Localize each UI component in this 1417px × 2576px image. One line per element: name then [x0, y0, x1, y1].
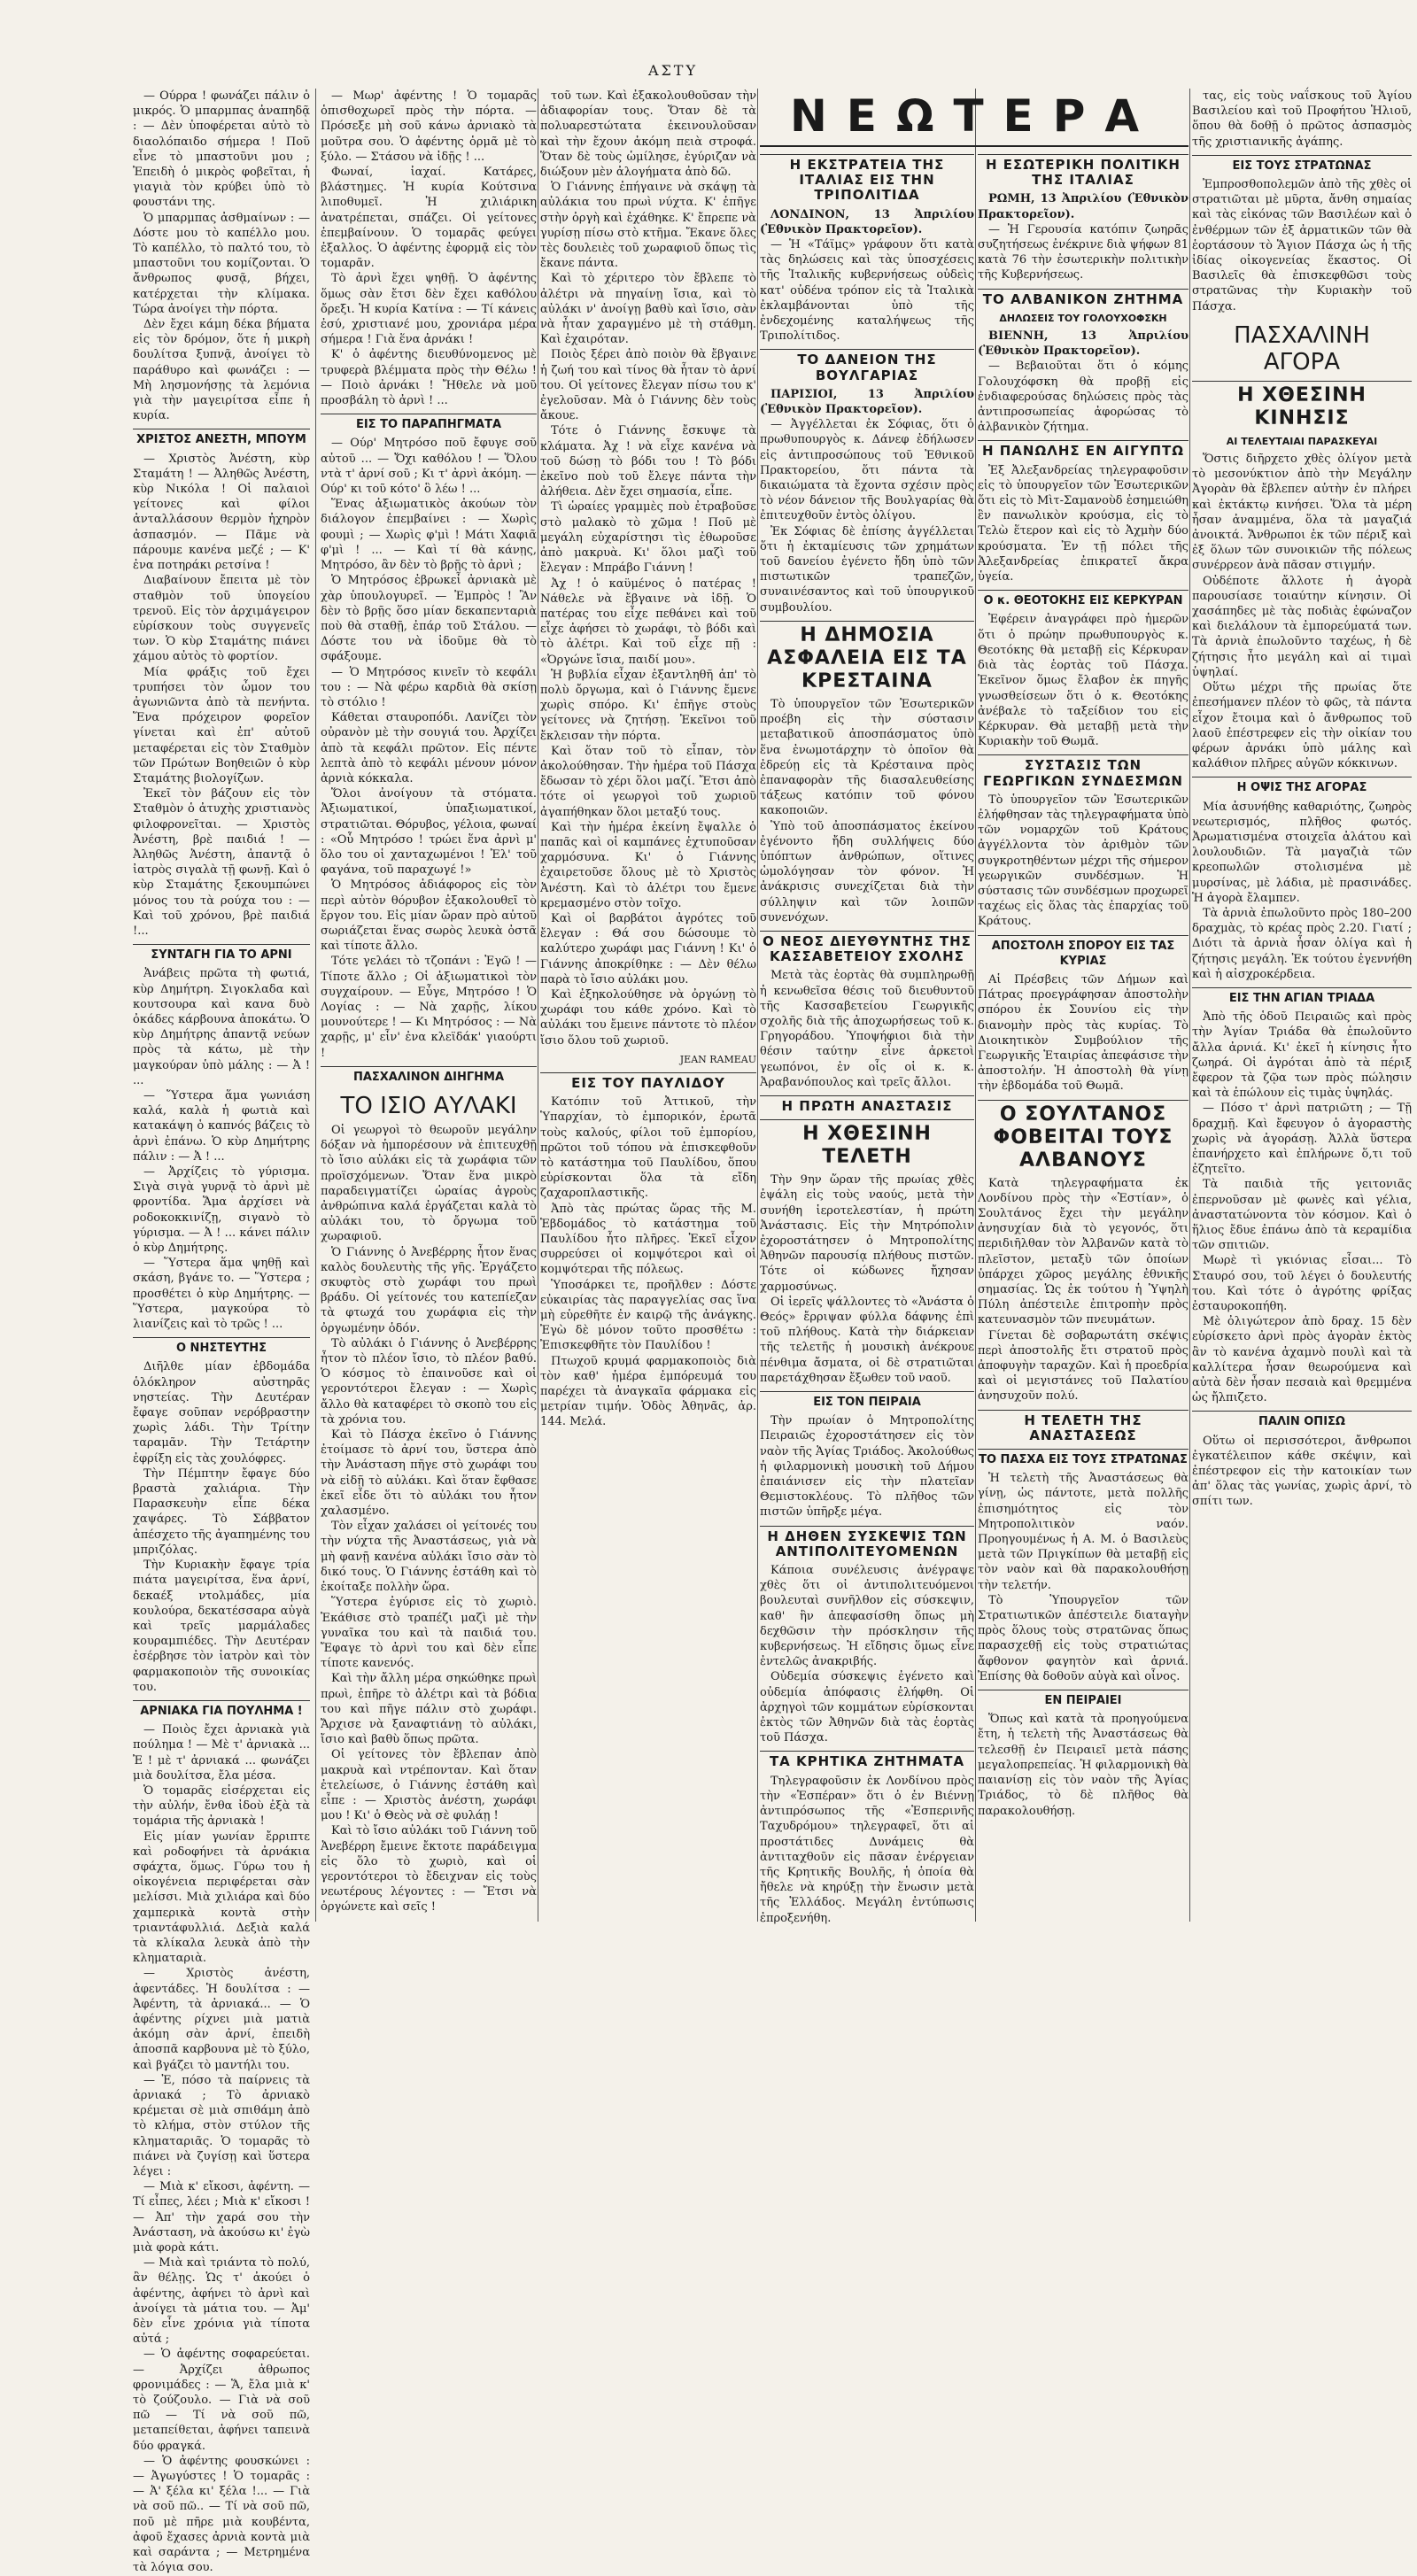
article-paragraph: Μία ἀσυνήθης καθαριότης, ζωηρὸς νεωτερισμός, πλῆθος φωτός. Ἀρωματισμένα στοιχεῖα ἀλάτου καὶ λουλουδιῶν. Τὰ μαγαζιὰ τῶν κρεοπωλῶν στολισμένα μὲ μυρσίνας, μὲ λάδια, μὲ πρασινάδες. Ἡ ἀγορὰ ἔλαμπεν. [1192, 800, 1412, 905]
article-paragraph: — Ἡ Γερουσία κατόπιν ζωηρᾶς συζητήσεως ἐνέκρινε διὰ ψήφων 81 κατὰ 76 τὴν ἐσωτερικὴν πολιτικὴν τῆς Κυβερνήσεως. [978, 222, 1189, 282]
article-paragraph: Ὑπὸ τοῦ ἀποσπάσματος ἐκείνου ἐγένοντο ἤδη συλλήψεις δύο ὑπόπτων ἀνθρώπων, οἵτινες ὡμολόγησαν τὸν φόνον. Ἡ ἀνάκρισις συνεχίζεται διὰ τὴν σύλληψιν καὶ τῶν λοιπῶν συνενόχων. [760, 819, 974, 924]
article-paragraph: Ἡ τελετὴ τῆς Ἀναστάσεως θὰ γίνῃ, ὡς πάντοτε, μετὰ πολλῆς ἐπισημότητος εἰς τὸν Μητροπολιτικὸν ναόν. Προηγουμένως ἡ Α. Μ. ὁ Βασιλεὺς μετὰ τῶν Πριγκίπων θὰ μεταβῇ εἰς τὸν ναὸν καὶ θὰ παρακολουθήσῃ τὴν τελετήν. [978, 1472, 1189, 1592]
column-rule [975, 89, 976, 1922]
article-headline: Η ΧΘΕΣΙΝΗ ΤΕΛΕΤΗ [760, 1119, 974, 1169]
article-headline: Η ΧΘΕΣΙΝΗ ΚΙΝΗΣΙΣ [1192, 381, 1412, 430]
article-paragraph: Τὴν Κυριακὴν ἔφαγε τρία πιάτα μαγειρίτσα, ἕνα ἀρνί, δεκαέξ ντολμάδες, μία κουλούρα, δεκατέσσαρα αὐγὰ καὶ τρεῖς μαρμάλαδες κουραμπιέδες. Τὴν Δευτέραν ἐσέρβησε τὸν ἰατρὸν καὶ τὸν φαρμακοποιὸν τῆς συνοικίας του. [133, 1559, 310, 1694]
article-paragraph: — Ἡ «Τάϊμς» γράφουν ὅτι κατὰ τὰς δηλώσεις καὶ τὰς ὑποσχέσεις τῆς Ἰταλικῆς κυβερνήσεως οὐδεὶς κατ' οὐδένα τρόπον εἰς τὰ Ἰταλικὰ ἐκλαμβάνονται ὑπὸ τῆς ἐνδεχομένης καταλήψεως τῆς Τριπολίτιδος. [760, 238, 974, 344]
article-paragraph: Ἐφέρειν ἀναγράφει πρὸ ἡμερῶν ὅτι ὁ πρώην πρωθυπουργὸς κ. Θεοτόκης θὰ μεταβῇ εἰς Κέρκυραν διὰ τὰς ἑορτὰς τοῦ Πάσχα. Ἐκεῖνον ὅμως ἔλαβον ἐκ πηγῆς γνωσθείσεων ὅτι ὁ κ. Θεοτόκης ἀνέβαλε τὸ ταξείδιον του εἰς Κέρκυραν. Θὰ μεταβῇ μετὰ τὴν Κυριακὴν τοῦ Θωμᾶ. [978, 613, 1189, 749]
article-paragraph: — Χριστὸς Ἀνέστη, κὺρ Σταμάτη ! — Ἀληθῶς Ἀνέστη, κὺρ Νικόλα ! Οἱ παλαιοὶ γείτονες καὶ φίλοι ἀνταλλάσουν θερμὸν ἠχηρὸν ἀσπασμόν. — Πᾶμε νὰ πάρουμε κανένα μεζέ ; — Κ' ἐνα ποτηράκι ρετσίνα ! [133, 452, 310, 573]
article-paragraph: Μία φράξις τοῦ ἔχει τρυπήσει τὸν ὦμον του ἀγωνιῶντα ἀπὸ τὰ πενήντα. Ἕνα πρόχειρον φορεῖον γίνεται καὶ ἐπ' αὐτοῦ μεταφέρεται εἰς τὸν Σταθμὸν τῶν Πρώτων Βοηθειῶν ὁ κὺρ Σταμάτης βιολογίζων. [133, 665, 310, 785]
article-headline: Η ΕΣΩΤΕΡΙΚΗ ΠΟΛΙΤΙΚΗ ΤΗΣ ΙΤΑΛΙΑΣ [978, 154, 1189, 188]
article-paragraph: Ὅστις διῆρχετο χθὲς ὀλίγον μετὰ τὸ μεσονύκτιον ἀπὸ τὴν Μεγάλην Ἀγορὰν θὰ ἔβλεπεν αὐτὴν ἐν πλήρει καὶ ἐκτάκτῳ κινήσει. Ὅλα τὰ μέρη ἦσαν ἀναμμένα, ὅλα τὰ μαγαζιά ἀνοικτά. Ἄνθρωποι ἐκ τῶν πέριξ καὶ ἐξ ὅλων τῶν συνοικιῶν τῆς πόλεως συνέρρεον ἀνὰ πᾶσαν στιγμήν. [1192, 453, 1412, 573]
article-paragraph: — Μιὰ καὶ τριάντα τὸ πολύ, ἂν θέλῃς. Ὡς τ' ἀκούει ὁ ἀφέντης, ἀφήνει τὸ ἀρνὶ καὶ ἀνοίγει τὰ μάτια του. — Ἀμ' δὲν εἶνε χρόνια γιὰ τίποτα αὐτά ; [133, 2256, 310, 2347]
column-2 [321, 89, 537, 1913]
article-headline: ΑΠΟΣΤΟΛΗ ΣΠΟΡΟΥ ΕΙΣ ΤΑΣ ΚΥΡΙΑΣ [978, 935, 1189, 969]
article-paragraph: — Ὕστερα ἅμα γωνιάση καλά, καλὰ ἡ φωτιὰ καὶ κατακάψη ὁ καπνός βάζεις τὸ ἀρνὶ ἐπάνω. Ὁ κὺρ Δημήτρης πάλιν : — Ἀ ! ... [133, 1089, 310, 1164]
article-headline: ΣΥΝΤΑΓΗ ΓΙΑ ΤΟ ΑΡΝΙ [133, 944, 310, 963]
column-1 [133, 89, 310, 2575]
article-paragraph: Οἱ γεωργοὶ τὸ θεωροῦν μεγάλην δόξαν νὰ ἡμπορέσουν νὰ ἐπιτευχθῇ τὸ ἴσιο αὐλάκι εἰς τὰ χωράφια τῶν προϊσχόμενων. Ὅταν ἕνα μικρὸ παραδειγματίζει ὡραίας ἀγροὺς ἀνθρώπινα καλά ἐργάζεται καλὰ τὸ αὐλάκι του, τὸ ὄργωμα τοῦ χωραφιοῦ. [321, 1124, 537, 1244]
article-paragraph: Καὶ οἱ βαρβάτοι ἀγρότες τοῦ ἔλεγαν : Θά σου δώσουμε τὸ καλύτερο χωράφι μας Γιάννη ! Κι' ὁ Γιάννης ἀποκρίθηκε : — Δὲν θέλω παρὰ τὸ ἴσιο αὐλάκι μου. [540, 911, 756, 986]
article-paragraph: Ἀπὸ τῆς ὁδοῦ Πειραιῶς καὶ πρὸς τὴν Ἁγίαν Τριάδα θὰ ἐπωλοῦντο ἄλλα ἀρνιά. Κι' ἐκεῖ ἡ κίνησις ἦτο ζωηρά. Οἱ ἀγρόται ἀπὸ τὰ πέριξ ἔφερον τὰ ζῷα των πρὸς πώλησιν καὶ τὰ ἐπώλουν εἰς τιμὰς ὑψηλάς. [1192, 1010, 1412, 1101]
article-paragraph: — Ποιὸς ἔχει ἀρνιακὰ γιὰ πούλημα ! — Μὲ τ' ἀρνιακὰ ... Ἐ ! μὲ τ' ἀρνιακά ... φωνάζει μιὰ δουλίτσα, ἔλα μέσα. [133, 1723, 310, 1783]
article-paragraph: Καὶ τὴν ἄλλη μέρα σηκώθηκε πρωὶ πρωὶ, ἐπῆρε τὸ ἀλέτρι καὶ τὰ βόδια του καὶ πῆγε πάλιν στὸ χωράφι. Ἄρχισε νὰ ξαναφτιάνῃ τὸ αὐλάκι, ἴσιο καὶ βαθὺ ὅπως πρῶτα. [321, 1672, 537, 1747]
article-paragraph: Καὶ τὸ Πάσχα ἐκεῖνο ὁ Γιάννης ἐτοίμασε τὸ ἀρνί του, ὕστερα ἀπὸ τὴν Ἀνάσταση πῆγε στὸ χωράφι του νὰ εἰδῇ τὸ αὐλάκι. Καὶ ὅταν ἔφθασε ἐκεῖ εἶδε ὅτι τὸ αὐλάκι του ἦτον χαλασμένο. [321, 1428, 537, 1519]
article-headline: ΠΑΣΧΑΛΙΝΗ ΑΓΟΡΑ [1234, 321, 1370, 375]
article-paragraph: — Χριστὸς ἀνέστη, ἀφεντάδες. Ἡ δουλίτσα : — Ἀφέντη, τὰ ἀρνιακά... — Ὁ ἀφέντης ρίχνει μιὰ ματιὰ ἀκόμη σὰν ἀρνί, ἐπειδὴ ἀποσπᾶ καρβουνα μὲ τὸ ξύλο, καὶ βγάζει τὸ μαντήλι του. [133, 1967, 310, 2072]
article-paragraph: Καὶ ἐξηκολούθησε νὰ ὀργώνῃ τὸ χωράφι του κάθε χρόνο. Καὶ τὸ αὐλάκι του ἔμεινε πάντοτε τὸ πλέον ἴσιο ὅλου τοῦ χωριοῦ. [540, 987, 756, 1048]
article-paragraph: Μετὰ τὰς ἑορτὰς θὰ συμπληρωθῇ ἡ κενωθεῖσα θέσις τοῦ διευθυντοῦ τῆς Κασσαβετείου Γεωργικῆς σχολῆς διὰ τῆς ἀποχωρήσεως τοῦ κ. Γρηγοράδου. Ὑποψήφιοι διὰ τὴν θέσιν ταύτην εἶνε ἀρκετοὶ γεωπόνοι, ἐν οἷς οἱ κ. κ. Ἀραβανόπουλος καὶ τρεῖς ἄλλοι. [760, 969, 974, 1089]
article-headline: Η ΔΗΘΕΝ ΣΥΣΚΕΨΙΣ ΤΩΝ ΑΝΤΙΠΟΛΙΤΕΥΟΜΕΝΩΝ [760, 1526, 974, 1559]
column-6 [1192, 89, 1412, 1913]
article-paragraph: Αἱ Πρέσβεις τῶν Δήμων καὶ Πάτρας προεγράφησαν ἀποστολὴν σπόρου ἐκ Σουνίου εἰς τὴν διανομὴν πρὸς τὰς κυρίας. Τὸ Διοικητικὸν Συμβούλιον τῆς Γεωργικῆς Ἑταιρίας ἀπεφάσισε τὴν ἀποστολήν. Ἡ ἀποστολὴ θὰ γίνῃ τὴν ἑβδομάδα τοῦ Θωμᾶ. [978, 972, 1189, 1094]
article-headline: ΤΟ ΑΛΒΑΝΙΚΟΝ ΖΗΤΗΜΑ [978, 289, 1189, 307]
article-paragraph: Ὁ Γιάννης ἐπήγαινε νὰ σκάψῃ τὰ αὐλάκια του πρωὶ νύχτα. Κ' ἐπῆγε στὴν ὀργὴ καὶ ἐχάθηκε. Κ' ἔπρεπε νὰ γυρίσῃ πίσω στὸ κτῆμα. Ἔκανε ὅλες τὲς δουλειὲς τοῦ χωραφιοῦ ὅπως τὶς ἔκανε πάντα. [540, 181, 756, 271]
article-paragraph: — Μιὰ κ' εἴκοσι, ἀφέντη. — Τί εἶπες, λέει ; Μιὰ κ' εἴκοσι ! — Ἀπ' τὴν χαρά σου τὴν Ἀνάσταση, νὰ ἀκούσω κι' ἐγὼ μιὰ φορὰ κάτι. [133, 2180, 310, 2255]
article-headline: ΕΙΣ ΤΗΝ ΑΓΙΑΝ ΤΡΙΑΔΑ [1192, 987, 1412, 1006]
article-paragraph: — Ὁ ἀφέντης φουσκώνει : — Ἀγωγύστες ! Ὁ τομαρᾶς : — Ἀ' ξέλα κι' ξέλα !... — Γιὰ νὰ σοῦ πῶ.. — Τί νὰ σοῦ πῶ, ποῦ μὲ πῆρε μιὰ κουβέντα, ἀφοῦ ἔχασες ἀρνιὰ κοντὰ μιὰ καὶ σαράντα ; — Μετρημένα τὰ λόγια σου. [133, 2454, 310, 2575]
article-paragraph: Ὁ Γιάννης ὁ Ἀνεβέρρης ἦτον ἕνας καλὸς δουλευτὴς τῆς γῆς. Ἐργάζετο σκυφτὸς στὸ χωράφι του πρωὶ βράδυ. Οἱ γείτονές του κατεπίεζαν τὰ φτωχά του χωράφια εἰς τὴν ὀργωμένην ὁδόν. [321, 1245, 537, 1335]
article-paragraph: Ἀπὸ τὰς πρώτας ὥρας τῆς Μ. Ἑβδομάδος τὸ κατάστημα τοῦ Παυλίδου ἦτο πλῆρες. Ἐκεῖ εἶχον συρρεύσει οἱ κομψότεροι καὶ οἱ κομψότεραι τῆς πόλεως. [540, 1202, 756, 1277]
article-paragraph: Τότε γελάει τὸ τζοπάνι : Ἐγῶ ! — Τίποτε ἄλλο ; Οἱ ἀξιωματικοὶ τὸν συγχαίρουν. — Εὖγε, Μητρόσο ! Ὁ Λογίας : — Νὰ χαρῇς, λίκου μουνούτερε ! — Κι Μητρόσος : — Νὰ χαρῇς, μ' εἶν' ἐνα κλεϊδάκ' γιαούρτι ! [321, 955, 537, 1060]
article-paragraph: Ἐξ Ἀλεξανδρείας τηλεγραφοῦσιν εἰς τὸ ὑπουργεῖον τῶν Ἐσωτερικῶν ὅτι εἰς τὸ Μὶτ-Σαμανοὺδ ἐσημειώθη ἓν πανωλικὸν κρούσμα, εἰς τὸ Τελὼ ἕτερον καὶ εἰς τὸ Ἀχμὴν δύο κρούσματα. Ἐν τῇ πόλει τῆς Ἀλεξανδρείας ἐπικρατεῖ ἄκρα ὑγεία. [978, 463, 1189, 584]
article-headline: ΤΑ ΚΡΗΤΙΚΑ ΖΗΤΗΜΑΤΑ [760, 1751, 974, 1769]
article-paragraph: — Πόσο τ' ἀρνὶ πατριῶτη ; — Τῇ δραχμῇ. Καὶ ἔφευγον ὁ ἀγοραστὴς χωρὶς νὰ ἀγοράσῃ. Ἀλλὰ ὕστερα ἐπανήρχετο καὶ ἐπλήρωνε ὅ,τι τοῦ ἐζητεῖτο. [1192, 1102, 1412, 1177]
article-paragraph: Τὰ ἀρνιὰ ἐπωλοῦντο πρὸς 180–200 δραχμὰς, τὸ κρέας πρὸς 2.20. Γιατί ; Διότι τὰ ἀρνιὰ ἦσαν ὀλίγα καὶ ἡ ζήτησις μεγάλη. Ἐκ τούτου ἐγεννήθη καὶ ἡ αἰσχροκέρδεια. [1192, 906, 1412, 981]
article-paragraph: τοῦ των. Καὶ ἐξακολουθοῦσαν τὴν ἀδιαφορίαν τους. Ὅταν δὲ τὰ πολυαρεστώτατα ἐκεινουλοῦσαν καὶ τὴν ἔχουν ἀκόμη πειὰ στροφά. Ὅταν δὲ τοὺς ὡμίλησε, ἐγύριζαν νὰ διώξουν μὲν ἀλογήματα ἀπὸ δῶ. [540, 89, 756, 180]
article-headline: ΠΑΛΙΝ ΟΠΙΣΩ [1192, 1411, 1412, 1429]
article-paragraph: Καὶ τὸ χέριτερο τὸν ἔβλεπε τὸ ἀλέτρι νὰ πηγαίνῃ ἴσια, καὶ τὸ αὐλάκι ν' ἀνοίγῃ βαθὺ καὶ ἴσιο, σὰν νὰ ἦταν χαραγμένο μὲ τὴ στάθμη. Καὶ ἐχαιρόταν. [540, 272, 756, 347]
article-paragraph: — Ούρρα ! φωνάζει πάλιν ὁ μικρός. Ὁ μπαρμπας ἀναπηδᾷ : — Δὲν ὑποφέρεται αὐτὸ τὸ διαολόπαιδο σήμερα ! Ποῦ εἶνε τὸ μπαστοῦνι μου ; Ἐπειδὴ ὁ μικρὸς φοβεῖται, ἡ γιαγιὰ τὸν κρύβει ὑπὸ τὸ φουστάνι της. [133, 89, 310, 210]
column-rule [1189, 89, 1190, 1922]
article-paragraph: Ἡ βυβλία εἶχαν ἐξαντληθῆ ἀπ' τὸ πολὺ ὄργωμα, καὶ ὁ Γιάννης ἔμενε χωρὶς σπόρο. Κι' ἐπῆγε στοὺς γείτονες νὰ ζητήσῃ. Ἐκεῖνοι τοῦ ἔκλεισαν τὴν πόρτα. [540, 668, 756, 743]
article-paragraph: Καὶ τὸ ἴσιο αὐλάκι τοῦ Γιάννη τοῦ Ἀνεβέρρη ἔμεινε ἔκτοτε παράδειγμα εἰς ὅλο τὸ χωριὸ, καὶ οἱ γεροντότεροι τὸ ἔδειχναν εἰς τοὺς νεωτέρους λέγοντες : — Ἔτσι νὰ ὀργώνετε καὶ σεῖς ! [321, 1824, 537, 1915]
article-paragraph: Κάθεται σταυροπόδι. Λανίζει τὸν οὐρανὸν μὲ τὴν σουγιά του. Ἀρχίζει ἀπὸ τὰ κεφάλι πρῶτον. Εἰς πέντε λεπτὰ ἀπὸ τὸ κεφάλι μένουν μόνον ἀρνιὰ κόκκαλα. [321, 711, 537, 785]
column-5 [978, 149, 1189, 1911]
article-paragraph: Οἱ ἱερεῖς ψάλλοντες τὸ «Ἀνάστα ὁ Θεός» ἔρριψαν φύλλα δάφνης ἐπὶ τοῦ πλήθους. Κατὰ τὴν διάρκειαν τῆς τελετῆς ἡ μουσικὴ ἀνέκρουε πένθιμα ἄσματα, οἱ δὲ στρατιῶται παρετάχθησαν ἔξωθεν τοῦ ναοῦ. [760, 1295, 974, 1385]
article-paragraph: — Ἀγγέλλεται ἐκ Σόφιας, ὅτι ὁ πρωθυπουργὸς κ. Δάνεφ ἐδήλωσεν εἰς ἀντιπροσώπους τοῦ Ἐθνικοῦ Πρακτορείου, ὅτι πάντα τὰ δικαιώματα τὰ ἔχοντα σχέσιν πρὸς τὸ νέον δάνειον τῆς Βουλγαρίας θὰ ἐπιτευχθοῦν ἐντὸς ὀλίγου. [760, 418, 974, 523]
article-paragraph: Ὁ μπαρμπας ἀσθμαίνων : — Δόστε μου τὸ καπέλλο μου. Τὸ καπέλλο, τὸ παλτό του, τὸ μπαστοῦνι του κομίζονται. Ὁ ἄνθρωπος φυσᾷ, βήχει, κατέρχεται τὴν κλίμακα. Τώρα ἀνοίγει τὴν πόρτα. [133, 211, 310, 316]
article-paragraph: — Βεβαιοῦται ὅτι ὁ κόμης Γολουχόφσκη θὰ προβῇ εἰς ἐνδιαφερούσας δηλώσεις πρὸς τὰς ἀντιπροσωπείας ἀφορώσας τὸ ἀλβανικὸν ζήτημα. [978, 360, 1189, 435]
article-headline: Ο κ. ΘΕΟΤΟΚΗΣ ΕΙΣ ΚΕΡΚΥΡΑΝ [978, 590, 1189, 608]
article-headline: Η ΠΑΝΩΛΗΣ ΕΝ ΑΙΓΥΠΤΩ [978, 440, 1189, 459]
author-signature: JEAN RAMEAU [679, 1053, 756, 1065]
article-paragraph: τας, εἰς τοὺς ναΐσκους τοῦ Ἁγίου Βασιλείου καὶ τοῦ Προφήτου Ἡλιοῦ, ὅπου θὰ δοθῇ ὁ πρῶτος ἀσπασμὸς τῆς χριστιανικῆς ἀγάπης. [1192, 89, 1412, 149]
article-paragraph: Φωναί, ἰαχαί. Κατάρες, βλάστημες. Ἡ κυρία Κούτσινα λιποθυμεῖ. Ἡ χιλιάρικη ἀνατρέπεται, σπάζει. Οἱ γείτονες ἐπεμβαίνουν. Ὁ τομαρᾶς φεύγει ἐξαλλος. Ὁ ἀφέντης ἐφορμᾷ εἰς τὸν τομαρᾶν. [321, 166, 537, 271]
section-masthead: ΝΕΩΤΕΡΑ [760, 87, 1189, 147]
article-headline: ΕΙΣ ΤΟΥΣ ΣΤΡΑΤΩΝΑΣ [1192, 155, 1412, 174]
article-paragraph: Ὅπως καὶ κατὰ τὰ προηγούμενα ἔτη, ἡ τελετὴ τῆς Ἀναστάσεως θὰ τελεσθῇ ἐν Πειραιεῖ μετὰ πάσης μεγαλοπρεπείας. Ἡ φιλαρμονικὴ θὰ παιανίσῃ εἰς τὸν ναὸν τῆς Ἁγίας Τριάδος, τὸ δὲ πλῆθος θὰ παρακολουθήσῃ. [978, 1713, 1189, 1818]
article-subheadline: ΔΗΛΩΣΕΙΣ ΤΟΥ ΓΟΛΟΥΧΟΦΣΚΗ [999, 312, 1167, 324]
article-paragraph: Τὸ αὐλάκι ὁ Γιάννης ὁ Ἀνεβέρρης ἦτον τὸ πλέον ἴσιο, τὸ πλέον βαθύ. Ὁ κόσμος τὸ ἐπαινοῦσε καὶ οἱ γεροντότεροι ἔλεγαν : — Χωρὶς ἄλλο θὰ καταφέρει τὸ σκοπὸ του εἰς τὰ χρόνια του. [321, 1336, 537, 1427]
article-paragraph: Κατὰ τηλεγραφήματα ἐκ Λονδίνου πρὸς τὴν «Ἑστίαν», ὁ Σουλτάνος ἔχει τὴν μεγάλην ἀνησυχίαν διὰ τὸ γεγονός, ὅτι περιδιῆλθαν τὸν Ἀλβανῶν κατὰ τὸ πλεῖστον, μεταξὺ τῶν ὁποίων ὑπάρχει χῶρος μεγάλης ἐθνικῆς σημασίας. Ὡς ἐκ τούτου ἡ Ὑψηλὴ Πύλη ἀπέστειλε ἐπιτροπὴν πρὸς κατευνασμὸν τῶν πνευμάτων. [978, 1176, 1189, 1327]
article-paragraph: Τὴν Πέμπτην ἔφαγε δύο βραστὰ χαλιάρια. Τὴν Παρασκευὴν εἶπε δέκα χαψάρες. Τὸ Σάββατον ἀπέσχετο τῆς ἀγαπημένης του μπριζόλας. [133, 1466, 310, 1557]
article-paragraph: Γίνεται δὲ σοβαρωτάτη σκέψις περὶ ἀποστολῆς ἔτι στρατοῦ πρὸς ἀποφυγὴν ταραχῶν. Καὶ ἡ προεδρία καὶ οἱ μεγιστάνες τοῦ Παλατίου ἀνησυχοῦν πολύ. [978, 1328, 1189, 1404]
article-headline: ΤΟ ΔΑΝΕΙΟΝ ΤΗΣ ΒΟΥΛΓΑΡΙΑΣ [760, 349, 974, 383]
article-headline: ΕΙΣ ΤΟ ΠΑΡΑΠΗΓΜΑΤΑ [321, 414, 537, 432]
dateline: ΒΙΕΝΝΗ, 13 Ἀπριλίου (Ἐθνικὸν Πρακτορεῖον). [978, 329, 1189, 359]
article-paragraph: Ἐκεῖ τὸν βάζουν εἰς τὸν Σταθμὸν ὁ ἀτυχὴς χριστιανὸς φιλοφρονεῖται. — Χριστὸς Ἀνέστη, βρὲ παιδιά ! — Ἀληθῶς Ἀνέστη, ἀπαντᾷ ὁ ἰατρὸς σιγαλὰ τῇ φωνῇ. Καὶ ὁ κὺρ Σταμάτης ξεκουμπώνει μόνος του τὰ ρούχα του : — Καὶ τοῦ χρόνου, βρὲ παιδιά !... [133, 787, 310, 938]
article-paragraph: Οὕτω μέχρι τῆς πρωίας ὅτε ἐπεσήμανεν πλέον τὸ φῶς, τὰ πάντα εἶχον ἔτοιμα καὶ ὁ ἄνθρωπος τοῦ λαοῦ ἐπέστρεφεν εἰς τὴν οἰκίαν του φέρων ἀρνάκι ὑπὸ μάλης καὶ καλάθιον πλῆρες αὐγῶν κόκκινων. [1192, 681, 1412, 771]
article-paragraph: Ἀχ ! ὁ καϋμένος ὁ πατέρας ! Νάθελε νὰ ἔβγαινε νὰ ἰδῇ. Ὁ πατέρας του εἶχε πεθάνει καὶ τοῦ εἶχε ἀφήσει τὸ χωράφι, τὸ βόδι καὶ τὸ ἀλέτρι. Καὶ τοῦ εἶχε πῇ : «Ὀργώνε ἴσια, παιδί μου». [540, 576, 756, 667]
article-paragraph: — Ὕστερα ἅμα ψηθῇ καὶ σκάση, βγάνε το. — Ὕστερα ; προσθέτει ὁ κὺρ Δημήτρης. — Ὕστερα, μαγκούρα τὸ λιανίζεις καὶ τὸ τρῶς ! ... [133, 1257, 310, 1332]
article-paragraph: Οὐδεμία σύσκεψις ἐγένετο καὶ οὐδεμία ἀπόφασις ἐλήφθη. Οἱ ἀρχηγοὶ τῶν κομμάτων εὑρίσκονται ἐκτὸς τῶν Ἀθηνῶν διὰ τὰς ἑορτὰς τοῦ Πάσχα. [760, 1670, 974, 1745]
article-headline: Η ΠΡΩΤΗ ΑΝΑΣΤΑΣΙΣ [760, 1095, 974, 1114]
article-paragraph: Ὁ Μητρόσος ἀδιάφορος εἰς τὸν περὶ αὐτὸν θόρυβον ἐξακολουθεῖ τὸ ἔργον του. Εἰς μίαν ὥραν πρὸ αὐτοῦ σωριάζεται ἕνας σωρὸς λευκὰ ὀστᾶ καὶ τίποτε ἄλλο. [321, 878, 537, 954]
article-headline: ΕΙΣ ΤΟΝ ΠΕΙΡΑΙΑ [760, 1391, 974, 1410]
story-title: ΤΟ ΙΣΙΟ ΑΥΛΑΚΙ [340, 1093, 517, 1119]
article-paragraph: Ἐμπροσθοπολεμῶν ἀπὸ τῆς χθὲς οἱ στρατιῶται μὲ μῦρτα, ἄνθη σημαίας καὶ τὰς εἰκόνας τῶν Βασιλέων καὶ ὁ ἐνθέρμων τῶν ἐξ ἀρματικῶν τῶν θὰ ἑορτάσουν τὸ Ἅγιον Πάσχα ὡς ἡ τῆς ἰδίας οἰκογενείας ἕκαστος. Οἱ Βασιλεῖς θὰ ἐπισκεφθῶσι τοὺς στρατῶνας τὴν Κυριακὴν τοῦ Πάσχα. [1192, 178, 1412, 313]
article-paragraph: Διαβαίνουν ἔπειτα μὲ τὸν σταθμὸν τοῦ ὑπογείου τρενοῦ. Εἰς τὸν ἀρχιμάγειρον εὑρίσκουν τοὺς συγγενεῖς των. Ὁ κὺρ Σταμάτης πιάνει χάμου αὐτὸς τὸ φορτίον. [133, 574, 310, 664]
column-3 [540, 89, 756, 1913]
article-paragraph: Οἱ γείτονες τὸν ἔβλεπαν ἀπὸ μακρυὰ καὶ ντρέπονταν. Καὶ ὅταν ἐτελείωσε, ὁ Γιάννης ἐστάθη καὶ εἶπε : — Χριστὸς ἀνέστη, χωράφι μου ! Κι' ὁ Θεὸς νὰ σὲ φυλάῃ ! [321, 1748, 537, 1823]
article-paragraph: Ἕνας ἀξιωματικὸς ἀκούων τὸν διάλογον ἐπεμβαίνει : — Χωρὶς φουμὶ ; — Χωρὶς φ'μὶ ! Μάτι Χαφιᾶ φ'μὶ ! ... — Καὶ τί θὰ κάνῃς, Μητρόσο, ἂν δὲν τὸ βρῇς τὸ ἀρνὶ ; [321, 498, 537, 573]
article-paragraph: Ὁ τομαρᾶς εἰσέρχεται εἰς τὴν αὐλήν, ἔνθα ἰδοὺ ἐξὰ τὰ τομάρια τῆς ἀρνιακὰ ! [133, 1783, 310, 1829]
article-headline: ΧΡΙΣΤΟΣ ΑΝΕΣΤΗ, ΜΠΟΥΜ [133, 429, 310, 447]
dateline: ΠΑΡΙΣΙΟΙ, 13 Ἀπριλίου (Ἐθνικὸν Πρακτορεῖον). [760, 387, 974, 417]
article-paragraph: — Μωρ' ἀφέντης ! Ὁ τομαρᾶς ὁπισθοχωρεῖ πρὸς τὴν πόρτα. — Πρόσεξε μὴ σοῦ κάνω ἀρνιακὸ τὰ μοῦτρα σου. Ὁ ἀφέντης ὁρμᾶ μὲ τὸ ξύλο. — Στάσου νὰ ἰδῇς ! ... [321, 89, 537, 164]
article-paragraph: Τὸ ἀρνὶ ἔχει ψηθῇ. Ὁ ἀφέντης ὅμως σὰν ἔτσι δὲν ἔχει καθόλου ὄρεξι. Ἡ κυρία Κατίνα : — Τί κάνεις ἐσύ, χριστιανέ μου, χρονιάρα μέρα σήμερα ! Γιὰ ἕνα ἀρνάκι ! [321, 272, 537, 347]
running-head: ΑΣΤΥ [647, 62, 699, 79]
article-headline: Ο ΣΟΥΛΤΑΝΟΣ ΦΟΒΕΙΤΑΙ ΤΟΥΣ ΑΛΒΑΝΟΥΣ [978, 1100, 1189, 1172]
article-headline: ΣΥΣΤΑΣΙΣ ΤΩΝ ΓΕΩΡΓΙΚΩΝ ΣΥΝΔΕΣΜΩΝ [978, 754, 1189, 788]
article-paragraph: Τὸ ὑπουργεῖον τῶν Ἐσωτερικῶν προέβη εἰς τὴν σύστασιν μεταβατικοῦ ἀποσπάσματος ὑπὸ ἕνα ἐνωμοτάρχην τὸ ὁποῖον θὰ ἐδρεύῃ εἰς τὰ Κρέσταινα πρὸς ἐπαναφορὰν τῆς διασαλευθείσης τάξεως κατόπιν τοῦ φόνου κακοποιῶν. [760, 697, 974, 818]
column-4 [760, 149, 974, 1925]
article-paragraph: Μωρὲ τὶ γκιόνιας εἶσαι... Τὸ Σταυρό σου, τοῦ λέγει ὁ δουλευτής του. Καὶ τότε ὁ ἀγρότης φρίξας ἐσταυροκοπήθη. [1192, 1254, 1412, 1314]
dateline: ΡΩΜΗ, 13 Ἀπριλίου (Ἐθνικὸν Πρακτορεῖον). [978, 192, 1189, 221]
article-paragraph: — Ἀρχίζεις τὸ γύρισμα. Σιγὰ σιγὰ γυρνᾷ τὸ ἀρνὶ μὲ φροντίδα. Ἅμα ἀρχίσει νὰ ροδοκοκκινίζῃ, σιγανὸ τὸ γύρισμα. — Ἀ ! ... κάνει πάλιν ὁ κὺρ Δημήτρης. [133, 1165, 310, 1256]
article-paragraph: Κάποια συνέλευσις ἀνέγραψε χθὲς ὅτι οἱ ἀντιπολιτευόμενοι βουλευταὶ συνῆλθον εἰς σύσκεψιν, καθ' ἣν ἀπεφασίσθη ὅπως μὴ δεχθῶσιν τὴν πρόσκλησιν τῆς κυβερνήσεως. Ἡ εἴδησις ὅμως εἶνε ἐντελῶς ἀνακριβής. [760, 1564, 974, 1669]
article-paragraph: — Ὁ Μητρόσος κινεῖν τὸ κεφάλι του : — Νὰ φέρω καρδιὰ θὰ σκίσῃ τὸ στόλιο ! [321, 665, 537, 709]
article-paragraph: Τὰ παιδιὰ τῆς γειτονιᾶς ἐπερνοῦσαν μὲ φωνὲς καὶ γέλια, ἀναστατώνοντα τὸν κόσμον. Καὶ ὁ ἥλιος ἔδυε ἐπάνω ἀπὸ τὰ κεραμίδια τῶν σπιτιῶν. [1192, 1178, 1412, 1253]
article-paragraph: — Ούρ' Μητρόσο ποῦ ἔφυγε σοῦ αὐτοῦ ... — Ὄχι καθόλου ! — Ὅλου ντὰ τ' ἀρνί σοῦ ; Κι τ' ἀρνὶ ἀκόμη. — Ούρ' κι τοῦ κότο' ὃ λέω ! ... [321, 437, 537, 497]
article-paragraph: Μὲ ὀλιγώτερον ἀπὸ δραχ. 15 δὲν εὑρίσκετο ἀρνὶ πρὸς ἀγορὰν ἐκτὸς ἂν τὸ κανένα ἀχαμνὸ πουλὶ καὶ τὰ καλλίτερα ἦσαν θεωρούμενα καὶ αὐτὰ δὲν ἦσαν πεσαιὰ καὶ θρεμμένα ὡς ἤλπιζετο. [1192, 1315, 1412, 1405]
article-headline: ΕΙΣ ΤΟΥ ΠΑΥΛΙΔΟΥ [540, 1072, 756, 1091]
article-paragraph: Ἀνάβεις πρῶτα τὴ φωτιά, κὺρ Δημήτρη. Σιγοκλαδα καὶ κουτσουρα καὶ κανα δυὸ ὀκάδες κάρβουνα ἀποκάτω. Ὁ κὺρ Δημήτρης ἀπαντᾷ νεύων πρὸς τὰ κάτω, μὲ τὴν μαγκούραν ὑπὸ μάλης : — Ἀ ! ... [133, 967, 310, 1087]
article-headline: ΕΝ ΠΕΙΡΑΙΕΙ [978, 1690, 1189, 1708]
article-paragraph: Τὴν 9ην ὥραν τῆς πρωίας χθὲς ἐψάλη εἰς τοὺς ναούς, μετὰ τὴν συνήθη ἱεροτελεστίαν, ἡ πρώτη Ἀνάστασις. Εἰς τὴν Μητρόπολιν ἐχοροστάτησεν ὁ Μητροπολίτης Ἀθηνῶν παρουσίᾳ πλήθους πιστῶν. Τότε οἱ κώδωνες ἤχησαν χαρμοσύνως. [760, 1173, 974, 1294]
article-paragraph: Τὸ Ὑπουργεῖον τῶν Στρατιωτικῶν ἀπέστειλε διαταγὴν πρὸς ὅλους τοὺς στρατῶνας ὅπως παρασχεθῇ εἰς τοὺς στρατιώτας ἄφθονον φαγητὸν καὶ ἀρνιά. Ἐπίσης θὰ δοθοῦν αὐγὰ καὶ οἶνος. [978, 1593, 1189, 1683]
article-paragraph: Εἰς μίαν γωνίαν ἔρριπτε καὶ ροδοφήνει τὰ ἀρνάκια σφάχτα, ὅμως. Γύρω του ἡ οἰκογένεια περιφέρεται σὰν μελίσσι. Μιὰ χιλιάρα καὶ δύο χαμπερικὰ κοντὰ στὴν τριαντάφυλλιά. Δεξιὰ καλά τὰ κλίκαλα λευκὰ ἀπὸ τὴν κληματαριὰ. [133, 1830, 310, 1966]
article-headline: Η ΔΗΜΟΣΙΑ ΑΣΦΑΛΕΙΑ ΕΙΣ ΤΑ ΚΡΕΣΤΑΙΝΑ [760, 621, 974, 693]
article-paragraph: Ὑποσάρκει τε, προῆλθεν : Δόστε εὐκαιρίας τὰς παραγγελίας σας ἵνα μὴ εὑρεθῆτε ἐν καιρῷ τῆς ἀνάγκης. Ἐγὼ δὲ μόνον τοῦτο προσθέτω : Ἐπισκεφθῆτε τὸν Παυλίδου ! [540, 1278, 756, 1353]
article-paragraph: Τὶ ὡραίες γραμμὲς ποὺ ἐτραβοῦσε στὸ μαλακὸ τὸ χῶμα ! Ποῦ μὲ μεγάλη εὐχαρίστησι τὶς ἐθωροῦσε ἀπὸ μακρυὰ. Κι' ὅλοι μαζὶ τοῦ ἔλεγαν : Μπράβο Γιάννη ! [540, 500, 756, 576]
article-paragraph: Ποιὸς ξέρει ἀπὸ ποιὸν θὰ ἔβγαινε ἡ ζωή του καὶ τίνος θὰ ἦταν τὸ ἀρνί του. Οἱ γείτονες ἔλεγαν πίσω του κ' ἐγελοῦσαν. Μὰ ὁ Γιάννης δὲν τοὺς ἄκουε. [540, 348, 756, 423]
dateline: ΛΟΝΔΙΝΟΝ, 13 Ἀπριλίου (Ἐθνικὸν Πρακτορεῖον). [760, 207, 974, 236]
article-headline: Η ΤΕΛΕΤΗ ΤΗΣ ΑΝΑΣΤΑΣΕΩΣ [978, 1410, 1189, 1443]
article-paragraph: Ὕστερα ἐγύρισε εἰς τὸ χωριὸ. Ἐκάθισε στὸ τραπέζι μαζὶ μὲ τὴν γυναῖκα του καὶ τὰ παιδιά του. Ἔφαγε τὸ ἀρνὶ του καὶ δὲν εἶπε τίποτε κανενός. [321, 1596, 537, 1671]
column-rule [315, 89, 316, 1922]
article-subheadline: ΑΙ ΤΕΛΕΥΤΑΙΑΙ ΠΑΡΑΣΚΕΥΑΙ [1226, 435, 1378, 447]
article-headline: Ο ΝΗΣΤΕΥΤΗΣ [133, 1337, 310, 1356]
article-paragraph: Τότε ὁ Γιάννης ἔσκυψε τὰ κλάματα. Ἀχ ! νὰ εἶχε κανένα νὰ τοῦ δώσῃ τὸ βόδι του ! Τὸ βόδι ἐκεῖνο ποὺ τοῦ ἔλεγε πάντα τὴν ἀλήθεια. Δὲν ἔχει σημασία, εἶπε. [540, 424, 756, 499]
article-paragraph: Ὁ Μητρόσος ἐβρωκεἶ ἀρνιακὰ μὲ χὰρ ὑπουλογυρεῖ. — Ἐμπρὸς ! Ἂν δὲν τὸ βρῇς ὅσο μίαν δεκαπενταριὰ ποὺ θὰ σταθῇ, ἐπάρ τοῦ Στάλου. — Δόστε του νὰ ἰδοῦμε θὰ τὸ σφάξουμε. [321, 574, 537, 664]
article-headline: ΤΟ ΠΑΣΧΑ ΕΙΣ ΤΟΥΣ ΣΤΡΑΤΩΝΑΣ [978, 1449, 1189, 1467]
article-paragraph: Ἐκ Σόφιας δὲ ἐπίσης ἀγγέλλεται ὅτι ἡ ἐκταμίευσις τῶν χρημάτων τοῦ δανείου ἐγένετο ἤδη ὑπὸ τῶν πιστωτικῶν τραπεζῶν, συναινέσαντος καὶ τοῦ ὑπουργικοῦ συμβουλίου. [760, 524, 974, 615]
article-paragraph: Καὶ ὅταν τοῦ τὸ εἶπαν, τὸν ἀκολούθησαν. Τὴν ἡμέρα τοῦ Πάσχα ἔδωσαν τὸ χέρι ὅλοι μαζί. Ἔτσι ἀπὸ τότε οἱ γεωργοὶ τοῦ χωριοῦ ἀγαπήθηκαν ὅλοι μεταξύ τους. [540, 744, 756, 819]
column-rule [757, 89, 758, 1922]
article-paragraph: Τὴν πρωίαν ὁ Μητροπολίτης Πειραιῶς ἐχοροστάτησεν εἰς τὸν ναὸν τῆς Ἁγίας Τριάδος. Ἀκολούθως ἡ φιλαρμονικὴ μουσικὴ τοῦ Δήμου ἐπαιάνισεν εἰς τὴν πλατεῖαν Θεμιστοκλέους. Τὸ πλῆθος τῶν πιστῶν ὑπῆρξε μέγα. [760, 1414, 974, 1520]
article-headline: ΑΡΝΙΑΚΑ ΓΙΑ ΠΟΥΛΗΜΑ ! [133, 1700, 310, 1719]
article-paragraph: Καὶ τὴν ἡμέρα ἐκείνη ἔψαλλε ὁ παπᾶς καὶ οἱ καμπάνες ἐχτυποῦσαν χαρμόσυνα. Κι' ὁ Γιάννης ἐχαιρετοῦσε ὅλους μὲ τὸ Χριστὸς Ἀνέστη. Καὶ τὸ ἀλέτρι του ἔμενε κρεμασμένο στὸν τοῖχο. [540, 820, 756, 910]
article-paragraph: Τὸ ὑπουργεῖον τῶν Ἐσωτερικῶν ἐλήφθησαν τὰς τηλεγραφήματα ὑπὸ τῶν νομαρχῶν τοῦ Κράτους ἀγγέλλοντα τὸν ἀριθμὸν τῶν συγκροτηθέντων μέχρι τῆς σήμερον γεωργικῶν συνδέσμων. Ἡ σύστασις τῶν συνδέσμων προχωρεῖ ταχέως εἰς ὅλας τὰς ἐπαρχίας τοῦ Κράτους. [978, 793, 1189, 929]
article-headline: Η ΕΚΣΤΡΑΤΕΙΑ ΤΗΣ ΙΤΑΛΙΑΣ ΕΙΣ ΤΗΝ ΤΡΙΠΟΛΙΤΙΔΑ [760, 154, 974, 204]
article-paragraph: Οὕτω οἱ περισσότεροι, ἄνθρωποι ἐγκατέλειπον κάθε σκέψιν, καὶ ἐπέστρεφον εἰς τὴν κατοικίαν των ἀπ' ὅλας τὰς γωνίας, χωρὶς ἀρνί, τὸ σπίτι των. [1192, 1434, 1412, 1509]
article-headline: Ο ΝΕΟΣ ΔΙΕΥΘΥΝΤΗΣ ΤΗΣ ΚΑΣΣΑΒΕΤΕΙΟΥ ΣΧΟΛΗΣ [760, 931, 974, 964]
article-paragraph: Τηλεγραφοῦσιν ἐκ Λονδίνου πρὸς τὴν «Ἑσπέραν» ὅτι ὁ ἐν Βιέννῃ ἀντιπρόσωπος τῆς «Ἑσπερινῆς Ταχυδρόμου» τηλεγραφεῖ, ὅτι αἱ προστάτιδες Δυνάμεις θὰ ἀντιταχθοῦν εἰς πᾶσαν ἐνέργειαν τῆς Κρητικῆς Βουλῆς, ἡ ὁποία θὰ ἤθελε νὰ κηρύξῃ τὴν ἕνωσιν μετὰ τῆς Ἑλλάδος. Μεγάλη ἐντύπωσις ἐπροξενήθη. [760, 1774, 974, 1925]
article-paragraph: Διῆλθε μίαν ἑβδομάδα ὁλόκληρον αὐστηρᾶς νηστείας. Τὴν Δευτέραν ἔφαγε σοῦπαν νερόβραστην χωρὶς λάδι. Τὴν Τρίτην ταραμᾶν. Τὴν Τετάρτην ἐφρίξη εἰς τὰς χουλόφρες. [133, 1360, 310, 1466]
article-paragraph: Κ' ὁ ἀφέντης διευθύνομενος μὲ τρυφερὰ βλέμματα πρὸς τὴν Θέλω ! — Ποιὸ ἀρνάκι ! Ἤθελε νὰ μοῦ προσβάλη τὸ ἀρνὶ ! ... [321, 348, 537, 408]
article-paragraph: Δὲν ἔχει κάμη δέκα βήματα εἰς τὸν δρόμον, ὅτε ἡ μικρὴ δουλίτσα ξυπνᾷ, ἀνοίγει τὸ παράθυρο καὶ φωνάζει : — Μὴ λησμονήσῃς τὰ λεμόνια γιὰ τὴν μαγειρίτσα εἶπε ἡ κυρία. [133, 318, 310, 423]
article-paragraph: Οὐδέποτε ἄλλοτε ἡ ἀγορὰ παρουσίασε τοιαύτην κίνησιν. Οἱ χασάπηδες μὲ τὰς ποδιὰς ἐφώναζον καὶ διελάλουν τὰ ἐμπορεύματά των. Τὰ ἀρνιὰ ἐπωλοῦντο ταχέως, ἡ δὲ ζήτησις ἦτο μεγάλη καὶ αἱ τιμαὶ ὑψηλαί. [1192, 574, 1412, 679]
article-paragraph: — Ἐ, πόσο τὰ παίρνεις τὰ ἀρνιακά ; Τὸ ἀρνιακὸ κρέμεται σὲ μιὰ σπιθάμη ἀπὸ τὸ κλήμα, στὸν στύλον τῆς κληματαριᾶς. Ὁ τομαρᾶς τὸ πιάνει νὰ ζυγίσῃ καὶ ὕστερα λέγει : [133, 2073, 310, 2179]
article-paragraph: Τὸν εἶχαν χαλάσει οἱ γείτονές του τὴν νύχτα τῆς Ἀναστάσεως, γιὰ νὰ μὴ φανῇ κανένα αὐλάκι ἴσιο σὰν τὸ δικό τους. Ὁ Γιάννης ἐστάθη καὶ τὸ ἐκοίταξε πολλὴν ὥρα. [321, 1520, 537, 1595]
article-paragraph: Ὅλοι ἀνοίγουν τὰ στόματα. Ἀξιωματικοί, ὑπαξιωματικοί, στρατιῶται. Θόρυβος, γέλοια, φωναί : «Οὗ Μητρόσο ! τρώει ἕνα ἀρνὶ μ' ὅλο του οἱ χανταχωμένοι ! Ἐλ' τοῦ φαγάνα, τοῦ παραχωγέ !» [321, 787, 537, 878]
article-headline: Η ΟΨΙΣ ΤΗΣ ΑΓΟΡΑΣ [1192, 777, 1412, 795]
article-paragraph: — Ὁ ἀφέντης σοφαρεύεται. — Ἀρχίζει ἀθρωπος φρονιμάδες : — Ἅ, ἔλα μιὰ κ' τὸ ζούζουλο. — Γιὰ νὰ σοῦ πῶ — Τί νὰ σοῦ πῶ, μεταπείθεται, ἀφήνει ταπεινὰ δύο φραγκά. [133, 2348, 310, 2453]
article-paragraph: Πτωχοῦ κρυμά φαρμακοποιὸς διὰ τὸν καθ' ἡμέρα ἐμπόρευμά του παρέχει τὰ ἀναγκαῖα φάρμακα εἰς μετρίαν τιμήν. Ὁδὸς Ἀθηνᾶς, ἀρ. 144. Μελά. [540, 1354, 756, 1429]
section-kicker: ΠΑΣΧΑΛΙΝΟΝ ΔΙΗΓΗΜΑ [321, 1066, 537, 1085]
article-paragraph: Κατόπιν τοῦ Ἀττικοῦ, τὴν Ὑπαρχίαν, τὸ ἐμπορικόν, ἐρωτᾶ τοὺς καλούς, φίλοι τοῦ ἐμπορίου, πρῶτοι τοῦ τόπου νὰ ἐπισκεφθοῦν τὸ κατάστημα τοῦ Παυλίδου, ὅπου εὑρίσκονται ὅλα τὰ εἴδη ζαχαροπλαστικῆς. [540, 1095, 756, 1201]
